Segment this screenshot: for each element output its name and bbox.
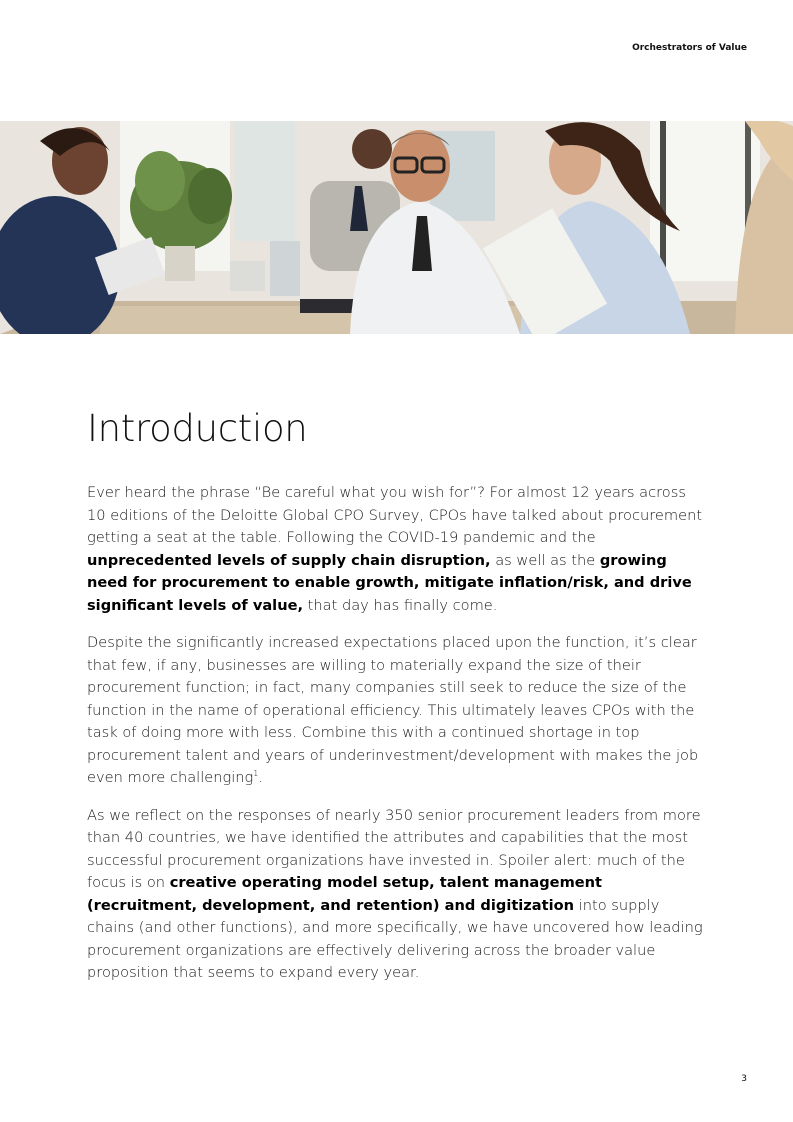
hero-image [0, 121, 793, 334]
body-text [87, 482, 709, 1000]
running-header: Orchestrators of Value [632, 43, 747, 53]
paragraph: Ever heard the phrase “Be careful what you wish for”? For almost 12 years across 10 editions of the Deloitte Global CPO Survey, CPOs have talked about procurement getting a seat at the table. Following the COVID-19 pandemic and the unprecedented levels of supply chain disruption, as well as the growing need for procurement to enable growth, mitigate inflation/risk, and drive significant levels of value, that day has finally come. [87, 484, 703, 614]
footnote-ref: 1 [253, 769, 259, 779]
paragraph: As we reflect on the responses of nearly 350 senior procurement leaders from more than 40 countries, we have identified the attributes and capabilities that the most successful procurement organizations have invested in. Spoiler alert: much of the focus is on creative operating model setup, talent management (recruitment, development, and retention) and digitization into supply chains (and other functions), and more specifically, we have uncovered how leading procurement organizations are effectively delivering across the broader value proposition that seems to expand every year. [87, 806, 703, 981]
page-title: Introduction [87, 407, 308, 450]
paragraph: Despite the significantly increased expectations placed upon the function, it’s clear that few, if any, businesses are willing to materially expand the size of their procurement function; in fact, many companies still seek to reduce the size of the function in the name of operational efficiency. This ultimately leaves CPOs with the task of doing more with less. Combine this with a continued shortage in top procurement talent and years of underinvestment/development with makes the job even more challenging$^1$. [87, 634, 699, 786]
page-number: 3 [741, 1074, 747, 1084]
